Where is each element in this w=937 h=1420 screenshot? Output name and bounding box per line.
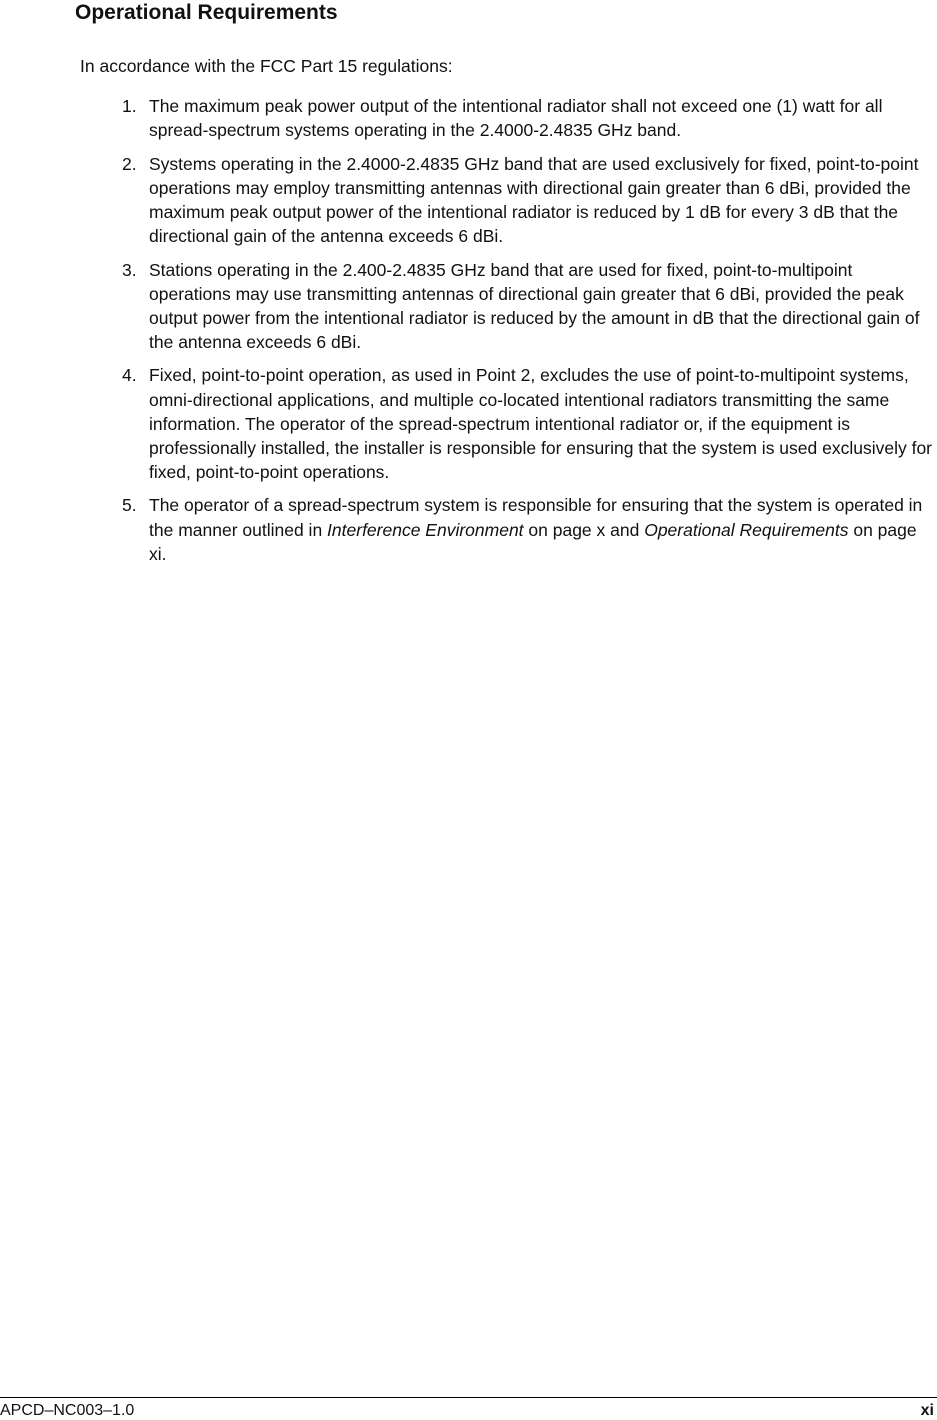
list-item-text: The maximum peak power output of the intentional radiator shall not exceed one (1) watt for all spread-spectrum systems operating in the 2.4000-2.4835 GHz band. (149, 96, 883, 141)
list-item-text: Systems operating in the 2.4000-2.4835 GHz band that are used exclusively for fixed, point-to-point operations may employ transmitting antennas with directional gain greater than 6 dBi, provided the maximum peak output power of the intentional radiator is reduced by 1 dB for every 3 dB that the directional gain of the antenna exceeds 6 dBi. (149, 153, 919, 246)
cross-reference-operational-requirements[interactable]: Operational Requirements (644, 519, 849, 540)
cross-reference-interference-environment[interactable]: Interference Environment (327, 519, 524, 540)
footer-page-number: xi (920, 1402, 934, 1419)
list-item-number: 1. (122, 96, 137, 116)
intro-paragraph: In accordance with the FCC Part 15 regulations: (80, 56, 453, 76)
footer-divider (0, 1397, 937, 1398)
text-segment: on page x and (523, 519, 645, 540)
list-item-text: Fixed, point-to-point operation, as used in Point 2, excludes the use of point-to-multipoint systems, omni-directional applications, and multiple co-located intentional radiators transmitting the same information. The operator of the spread-spectrum intentional radiator or, if the equipment is professionally installed, the installer is responsible for ensuring that the system is used exclusively for fixed, point-to-point operations. (149, 365, 933, 482)
list-item-text: Stations operating in the 2.400-2.4835 GHz band that are used for fixed, point-to-multipoint operations may use transmitting antennas of directional gain greater that 6 dBi, provided the peak output power from the intentional radiator is reduced by the amount in dB that the directional gain of the antenna exceeds 6 dBi. (149, 259, 920, 352)
page-title: Operational Requirements (75, 1, 338, 24)
list-item (122, 363, 934, 483)
list-item-number: 2. (122, 153, 137, 174)
list-item-number: 4. (122, 365, 137, 386)
list-item (122, 94, 934, 142)
list-item-number: 3. (122, 259, 137, 280)
list-item-text (149, 495, 922, 563)
list-item (122, 493, 934, 565)
list-item-number: 5. (122, 495, 137, 516)
text-segment: on page xi. (149, 519, 917, 564)
text-segment: The operator of a spread-spectrum system is responsible for ensuring that the system is operated in the manner outlined in (149, 495, 923, 540)
list-item (122, 152, 934, 248)
requirements-list (122, 94, 934, 575)
list-item (122, 258, 934, 354)
footer-document-id: APCD–NC003–1.0 (0, 1402, 135, 1419)
